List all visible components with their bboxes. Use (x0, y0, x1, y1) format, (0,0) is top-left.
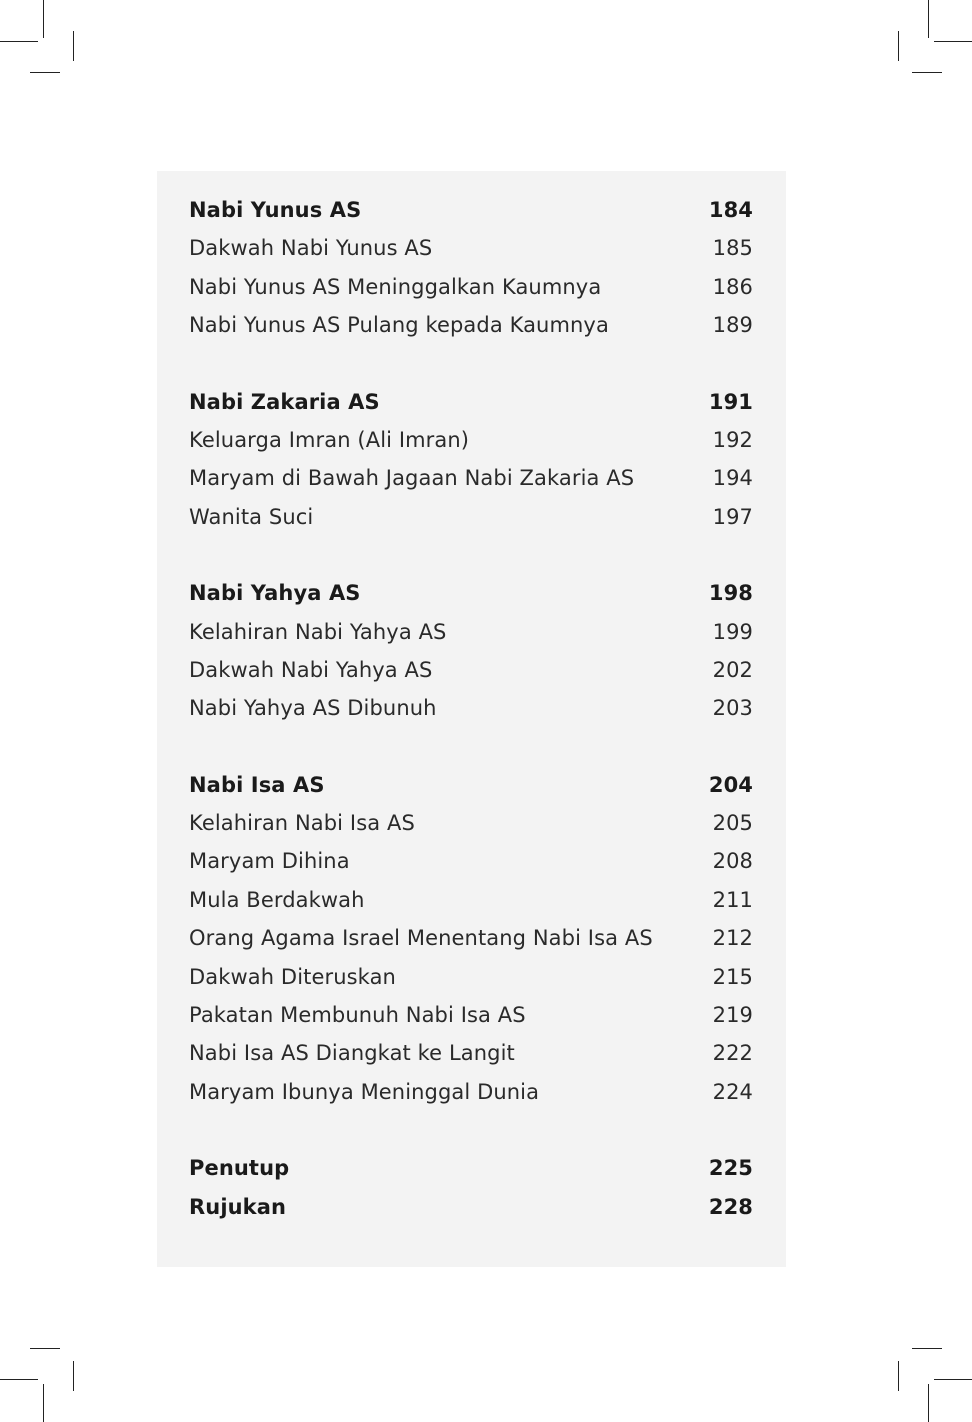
entry-title: Dakwah Nabi Yahya AS (189, 657, 433, 682)
toc-entry (189, 689, 753, 727)
page-number: 194 (712, 466, 753, 491)
entry-title: Kelahiran Nabi Yahya AS (189, 619, 447, 644)
page-number: 192 (712, 427, 753, 452)
toc-entry (189, 306, 753, 344)
page-number: 189 (712, 313, 753, 338)
toc-entry (189, 996, 753, 1034)
crop-mark (43, 1384, 44, 1422)
crop-mark (73, 31, 74, 61)
toc-section (189, 1149, 753, 1187)
toc-chapter-heading (189, 383, 753, 421)
chapter-title: Nabi Isa AS (189, 772, 325, 797)
crop-mark (912, 72, 942, 73)
toc-section (189, 1188, 753, 1226)
toc-chapter-heading (189, 191, 753, 229)
entry-title: Orang Agama Israel Menentang Nabi Isa AS (189, 926, 653, 951)
page-number: 205 (712, 811, 753, 836)
entry-title: Maryam Dihina (189, 849, 350, 874)
toc-entry (189, 498, 753, 536)
entry-title: Kelahiran Nabi Isa AS (189, 811, 415, 836)
crop-mark (934, 1379, 972, 1380)
chapter-title: Penutup (189, 1156, 290, 1181)
page-number: 197 (712, 504, 753, 529)
chapter-title: Nabi Yahya AS (189, 581, 361, 606)
toc-entry (189, 919, 753, 957)
page-number: 219 (712, 1003, 753, 1028)
crop-mark (43, 0, 44, 38)
crop-mark (928, 0, 929, 38)
page-number: 224 (712, 1079, 753, 1104)
crop-mark (30, 72, 60, 73)
crop-mark (934, 41, 972, 42)
crop-mark (898, 1361, 899, 1391)
toc-entry (189, 804, 753, 842)
page-number: 211 (712, 887, 753, 912)
page-number: 185 (712, 236, 753, 261)
toc-section (189, 574, 753, 728)
entry-title: Maryam Ibunya Meninggal Dunia (189, 1079, 540, 1104)
crop-mark (0, 1379, 38, 1380)
page-number: 199 (712, 619, 753, 644)
chapter-title: Nabi Zakaria AS (189, 389, 380, 414)
page-number: 225 (708, 1156, 753, 1181)
page-number: 184 (708, 198, 753, 222)
table-of-contents-panel (157, 171, 786, 1267)
toc-entry (189, 881, 753, 919)
page-number: 202 (712, 657, 753, 682)
toc-entry (189, 651, 753, 689)
entry-title: Keluarga Imran (Ali Imran) (189, 427, 470, 452)
toc-chapter-heading (189, 574, 753, 612)
entry-title: Nabi Yunus AS Meninggalkan Kaumnya (189, 274, 602, 299)
crop-mark (73, 1361, 74, 1391)
entry-title: Mula Berdakwah (189, 887, 365, 912)
page-number: 228 (708, 1194, 753, 1219)
table-of-contents (189, 191, 753, 1264)
entry-title: Dakwah Diteruskan (189, 964, 396, 989)
entry-title: Pakatan Membunuh Nabi Isa AS (189, 1003, 526, 1028)
page-number: 222 (712, 1041, 753, 1066)
page-number: 203 (712, 696, 753, 721)
page-number: 191 (708, 389, 753, 414)
entry-title: Nabi Yunus AS Pulang kepada Kaumnya (189, 313, 609, 338)
page-number: 208 (712, 849, 753, 874)
chapter-title: Rujukan (189, 1194, 287, 1219)
chapter-title: Nabi Yunus AS (189, 198, 362, 222)
crop-mark (30, 1348, 60, 1349)
page-number: 204 (708, 772, 753, 797)
crop-mark (912, 1348, 942, 1349)
toc-entry (189, 1073, 753, 1111)
crop-mark (928, 1384, 929, 1422)
entry-title: Nabi Isa AS Diangkat ke Langit (189, 1041, 515, 1066)
entry-title: Wanita Suci (189, 504, 314, 529)
toc-section (189, 766, 753, 1112)
toc-entry (189, 421, 753, 459)
toc-chapter-heading (189, 1149, 753, 1187)
crop-mark (898, 31, 899, 61)
toc-entry (189, 958, 753, 996)
entry-title: Maryam di Bawah Jagaan Nabi Zakaria AS (189, 466, 635, 491)
toc-entry (189, 268, 753, 306)
page-number: 215 (712, 964, 753, 989)
page-number: 186 (712, 274, 753, 299)
entry-title: Dakwah Nabi Yunus AS (189, 236, 433, 261)
toc-entry (189, 229, 753, 267)
page-number: 212 (712, 926, 753, 951)
page-number: 198 (708, 581, 753, 606)
toc-section (189, 191, 753, 345)
toc-entry (189, 459, 753, 497)
toc-chapter-heading (189, 766, 753, 804)
toc-entry (189, 613, 753, 651)
toc-section (189, 383, 753, 537)
toc-entry (189, 842, 753, 880)
entry-title: Nabi Yahya AS Dibunuh (189, 696, 437, 721)
crop-mark (0, 41, 38, 42)
toc-entry (189, 1034, 753, 1072)
toc-chapter-heading (189, 1188, 753, 1226)
